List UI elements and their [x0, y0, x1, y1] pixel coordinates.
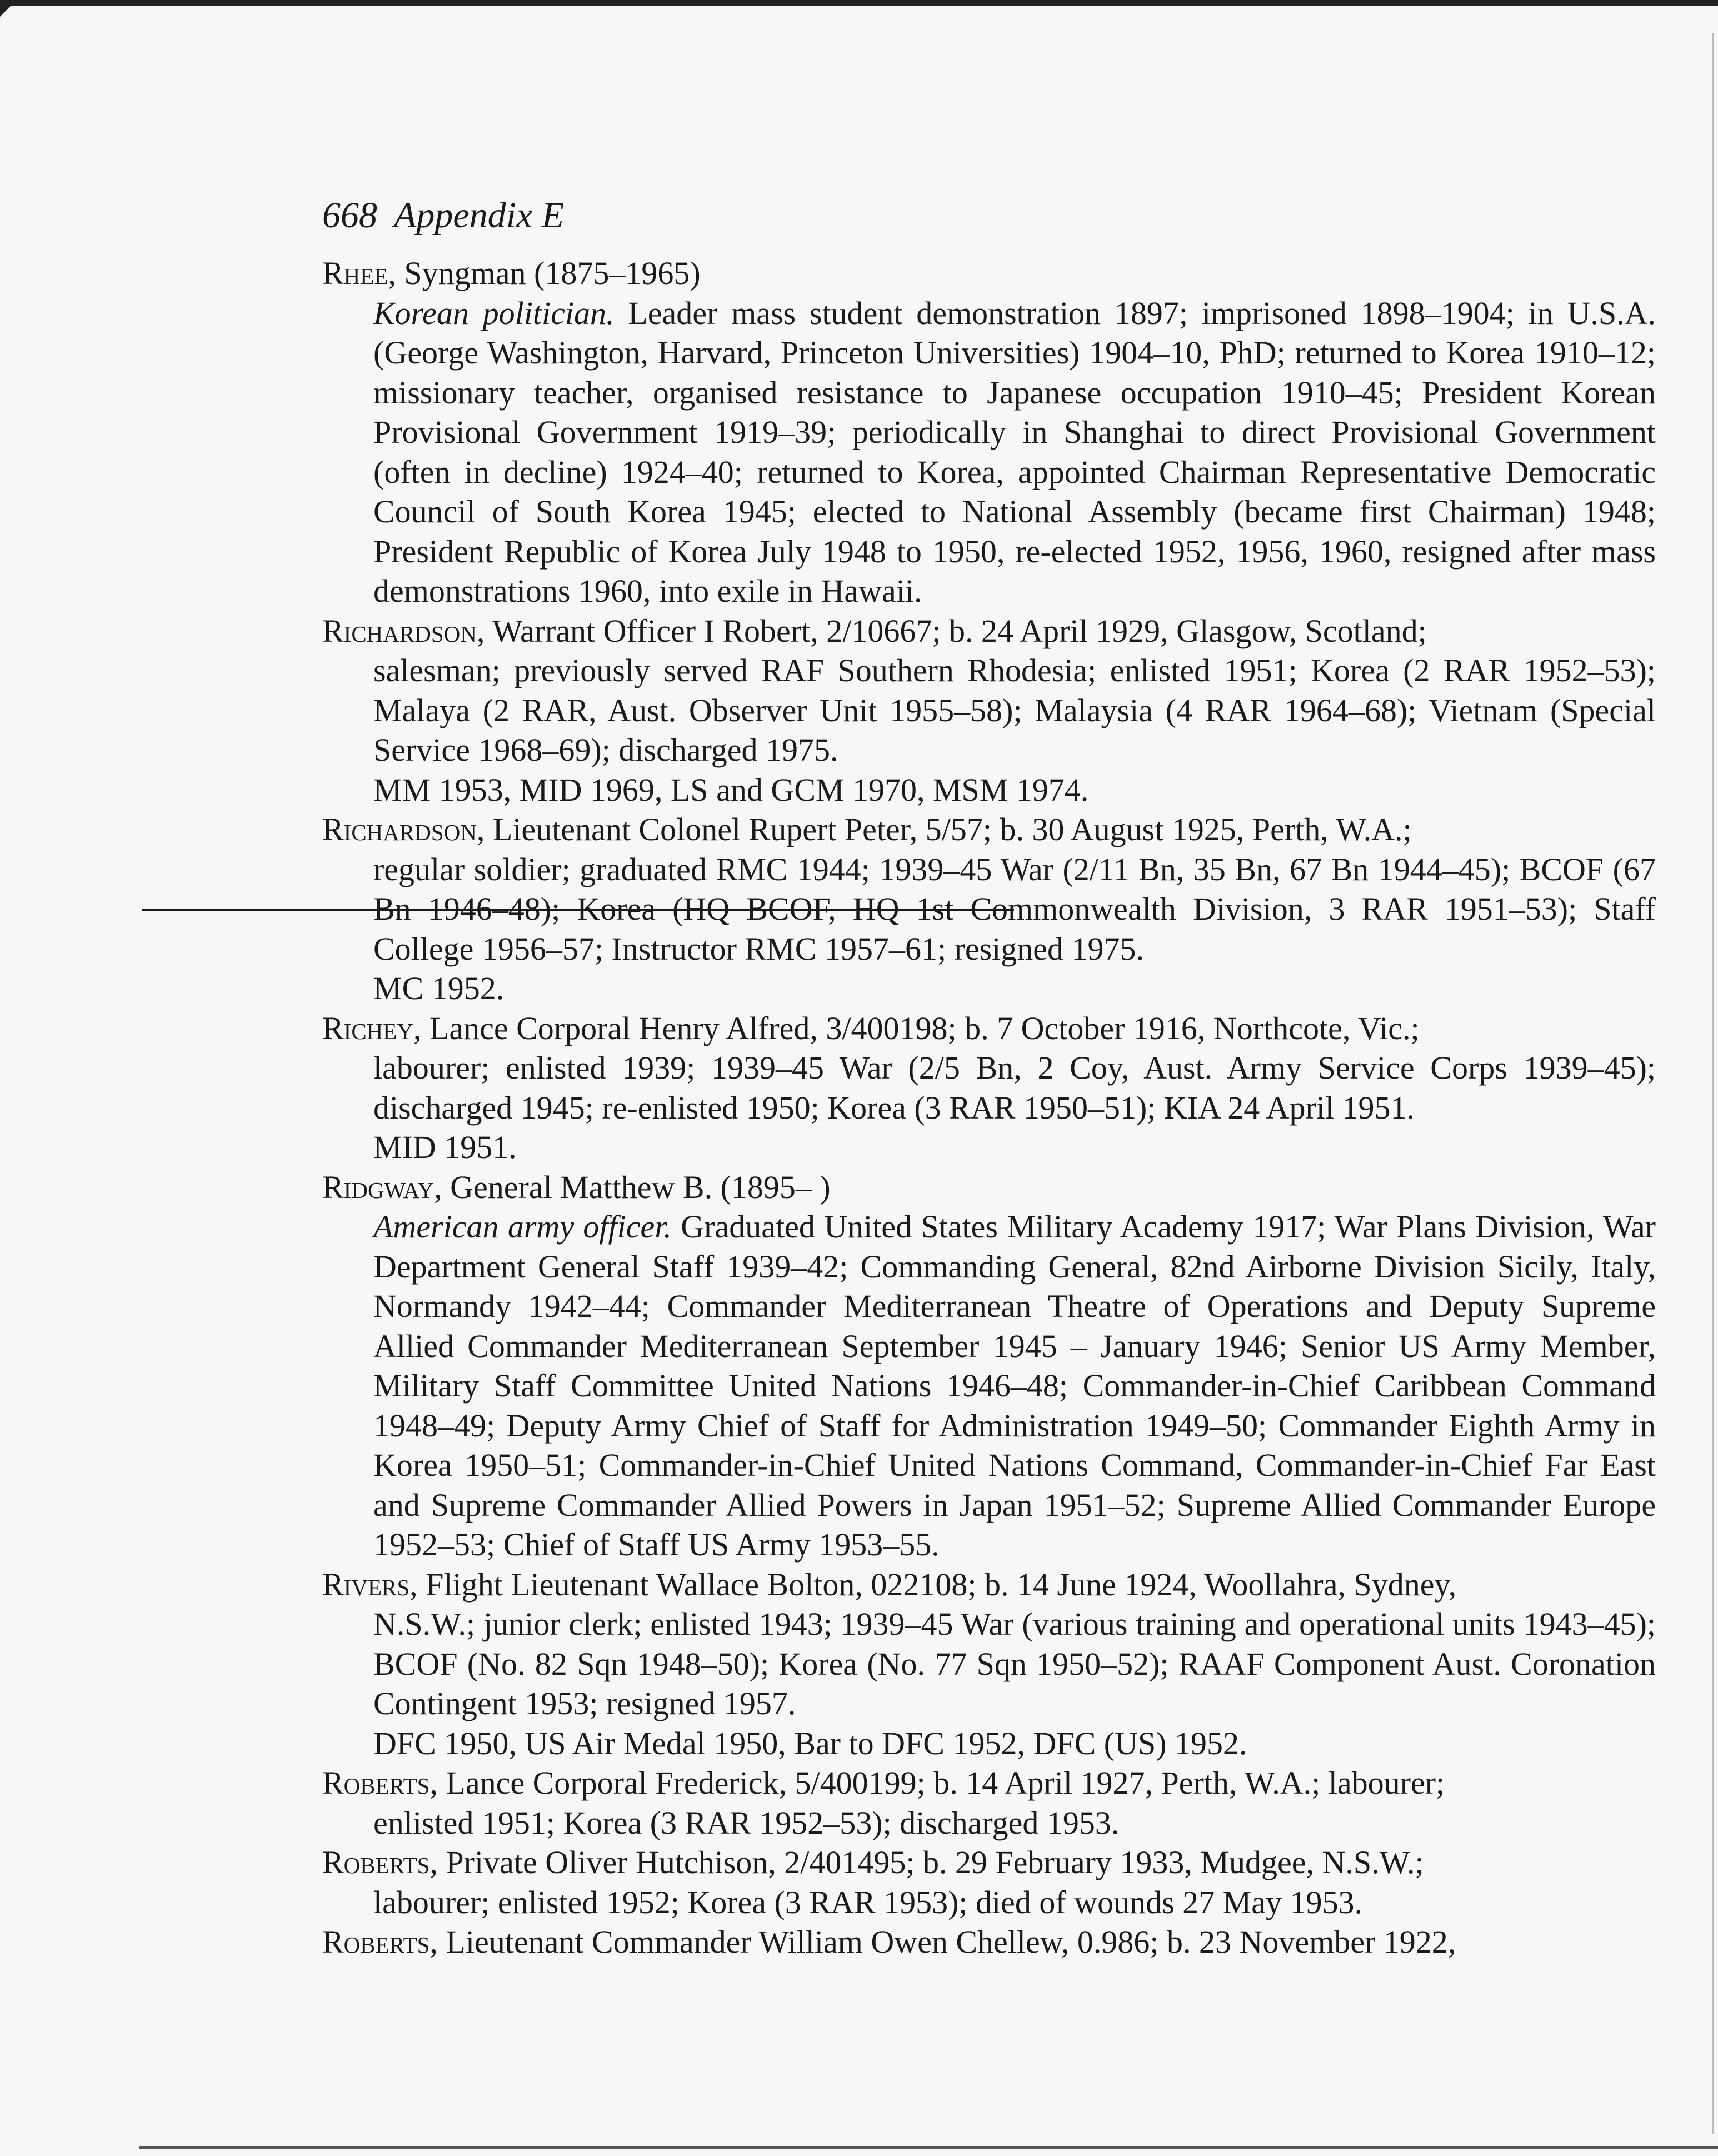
- entry-heading: [311, 1009, 1656, 1049]
- entry-role: American army officer.: [373, 1209, 672, 1245]
- page-number: 668: [322, 195, 377, 236]
- entry: [311, 1763, 1656, 1843]
- entry-heading: [311, 810, 1656, 850]
- entry-role: Korean politician.: [373, 295, 615, 331]
- entry-body: [311, 1604, 1656, 1724]
- entry: [311, 1843, 1656, 1922]
- entry-surname: Richardson: [322, 612, 477, 649]
- entry: [311, 1565, 1656, 1764]
- entry-awards: DFC 1950, US Air Medal 1950, Bar to DFC 1952, DFC (US) 1952.: [373, 1725, 1247, 1761]
- entry-heading-rest: , Syngman (1875–1965): [388, 255, 701, 291]
- entry: [311, 1009, 1656, 1167]
- entry-body: [311, 1803, 1656, 1843]
- entry-heading-rest: , Warrant Officer I Robert, 2/10667; b. 24 April 1929, Glasgow, Scotland;: [476, 612, 1427, 649]
- entry-awards: MM 1953, MID 1969, LS and GCM 1970, MSM 1974.: [373, 771, 1089, 808]
- scan-corner-mark: [0, 0, 17, 17]
- entry-surname: Roberts: [322, 1924, 430, 1960]
- entry-body: [311, 1048, 1656, 1127]
- entry-heading-rest: , Private Oliver Hutchison, 2/401495; b. 29 February 1933, Mudgee, N.S.W.;: [430, 1844, 1424, 1880]
- entry-surname: Ridgway: [322, 1169, 435, 1205]
- entry-text: Leader mass student demonstration 1897; imprisoned 1898–1904; in U.S.A. (George Washington, Harvard, Princeton Universities) 1904–10, PhD; returned to Korea 1910–12; missionary teacher, organised resistance to Japanese occupation 1910–45; President Korean Provisional Government 1919–39; periodically in Shanghai to direct Provisional Government (often in decline) 1924–40; returned to Korea, appointed Chairman Representative Democratic Council of South Korea 1945; elected to National Assembly (became first Chairman) 1948; President Republic of Korea July 1948 to 1950, re-elected 1952, 1956, 1960, resigned after mass demonstrations 1960, into exile in Hawaii.: [373, 295, 1656, 609]
- entry-surname: Rhee: [322, 255, 388, 291]
- entry-heading-rest: , Lieutenant Colonel Rupert Peter, 5/57; b. 30 August 1925, Perth, W.A.;: [476, 811, 1412, 847]
- running-head: [322, 194, 1656, 237]
- entry-text: labourer; enlisted 1952; Korea (3 RAR 1953); died of wounds 27 May 1953.: [373, 1884, 1362, 1920]
- entry: [311, 611, 1656, 810]
- page-body: [311, 194, 1656, 1962]
- entry-surname: Roberts: [322, 1765, 430, 1801]
- entry-body: [311, 1207, 1656, 1565]
- entry-body: [311, 651, 1656, 770]
- entry-heading: [311, 1843, 1656, 1883]
- entry-text: N.S.W.; junior clerk; enlisted 1943; 1939–45 War (various training and operational units 1943–45); BCOF (No. 82 Sqn 1948–50); Korea (No. 77 Sqn 1950–52); RAAF Component Aust. Coronation Contingent 1953; resigned 1957.: [373, 1606, 1656, 1721]
- entry-heading: [311, 1922, 1656, 1962]
- entry: [311, 1922, 1656, 1962]
- entry-heading: [311, 1763, 1656, 1803]
- entry-text: regular soldier; graduated RMC 1944; 1939–45 War (2/11 Bn, 35 Bn, 67 Bn 1944–45); BCOF (67 Bn 1946–48); Korea (HQ BCOF, HQ 1st Commonwealth Division, 3 RAR 1951–53); Staff College 1956–57; Instructor RMC 1957–61; resigned 1975.: [373, 851, 1656, 967]
- entry: [311, 253, 1656, 611]
- entry-surname: Richardson: [322, 811, 477, 847]
- entry: [311, 810, 1656, 1009]
- entry-list: [311, 253, 1656, 1962]
- entry-awards: MID 1951.: [373, 1129, 517, 1165]
- entry-surname: Rivers: [322, 1566, 410, 1603]
- entry-surname: Roberts: [322, 1844, 430, 1880]
- entry-text: enlisted 1951; Korea (3 RAR 1952–53); discharged 1953.: [373, 1804, 1120, 1841]
- entry-heading: [311, 611, 1656, 651]
- entry-text: Graduated United States Military Academy 1917; War Plans Division, War Department General Staff 1939–42; Commanding General, 82nd Airborne Division Sicily, Italy, Normandy 1942–44; Commander Mediterranean Theatre of Operations and Deputy Supreme Allied Commander Mediterranean September 1945 – January 1946; Senior US Army Member, Military Staff Committee United Nations 1946–48; Commander-in-Chief Caribbean Command 1948–49; Deputy Army Chief of Staff for Administration 1949–50; Commander Eighth Army in Korea 1950–51; Commander-in-Chief United Nations Command, Commander-in-Chief Far East and Supreme Commander Allied Powers in Japan 1951–52; Supreme Allied Commander Europe 1952–53; Chief of Staff US Army 1953–55.: [373, 1209, 1656, 1563]
- entry-heading-rest: , Lance Corporal Frederick, 5/400199; b. 14 April 1927, Perth, W.A.; labourer;: [430, 1765, 1445, 1801]
- section-title: Appendix E: [394, 195, 565, 236]
- entry: [311, 1167, 1656, 1565]
- entry-text: labourer; enlisted 1939; 1939–45 War (2/5 Bn, 2 Coy, Aust. Army Service Corps 1939–45); discharged 1945; re-enlisted 1950; Korea (3 RAR 1950–51); KIA 24 April 1951.: [373, 1050, 1656, 1126]
- entry-heading: [311, 253, 1656, 293]
- entry-heading: [311, 1565, 1656, 1605]
- entry-heading-rest: , Flight Lieutenant Wallace Bolton, 022108; b. 14 June 1924, Woollahra, Sydney,: [409, 1566, 1457, 1603]
- entry-body: [311, 850, 1656, 969]
- entry-text: salesman; previously served RAF Southern Rhodesia; enlisted 1951; Korea (2 RAR 1952–53); Malaya (2 RAR, Aust. Observer Unit 1955–58); Malaysia (4 RAR 1964–68); Vietnam (Special Service 1968–69); discharged 1975.: [373, 652, 1656, 768]
- scan-edge-right: [1712, 33, 1714, 2134]
- entry-awards: MC 1952.: [373, 970, 505, 1006]
- entry-heading-rest: , Lieutenant Commander William Owen Chellew, 0.986; b. 23 November 1922,: [430, 1924, 1456, 1960]
- entry-heading: [311, 1167, 1656, 1207]
- entry-surname: Richey: [322, 1010, 413, 1046]
- scan-edge-top: [0, 0, 1718, 6]
- entry-heading-rest: , Lance Corporal Henry Alfred, 3/400198; b. 7 October 1916, Northcote, Vic.;: [413, 1010, 1420, 1046]
- scan-edge-bottom: [139, 2146, 1718, 2149]
- entry-body: [311, 1883, 1656, 1923]
- entry-heading-rest: , General Matthew B. (1895– ): [434, 1169, 831, 1205]
- entry-body: [311, 293, 1656, 611]
